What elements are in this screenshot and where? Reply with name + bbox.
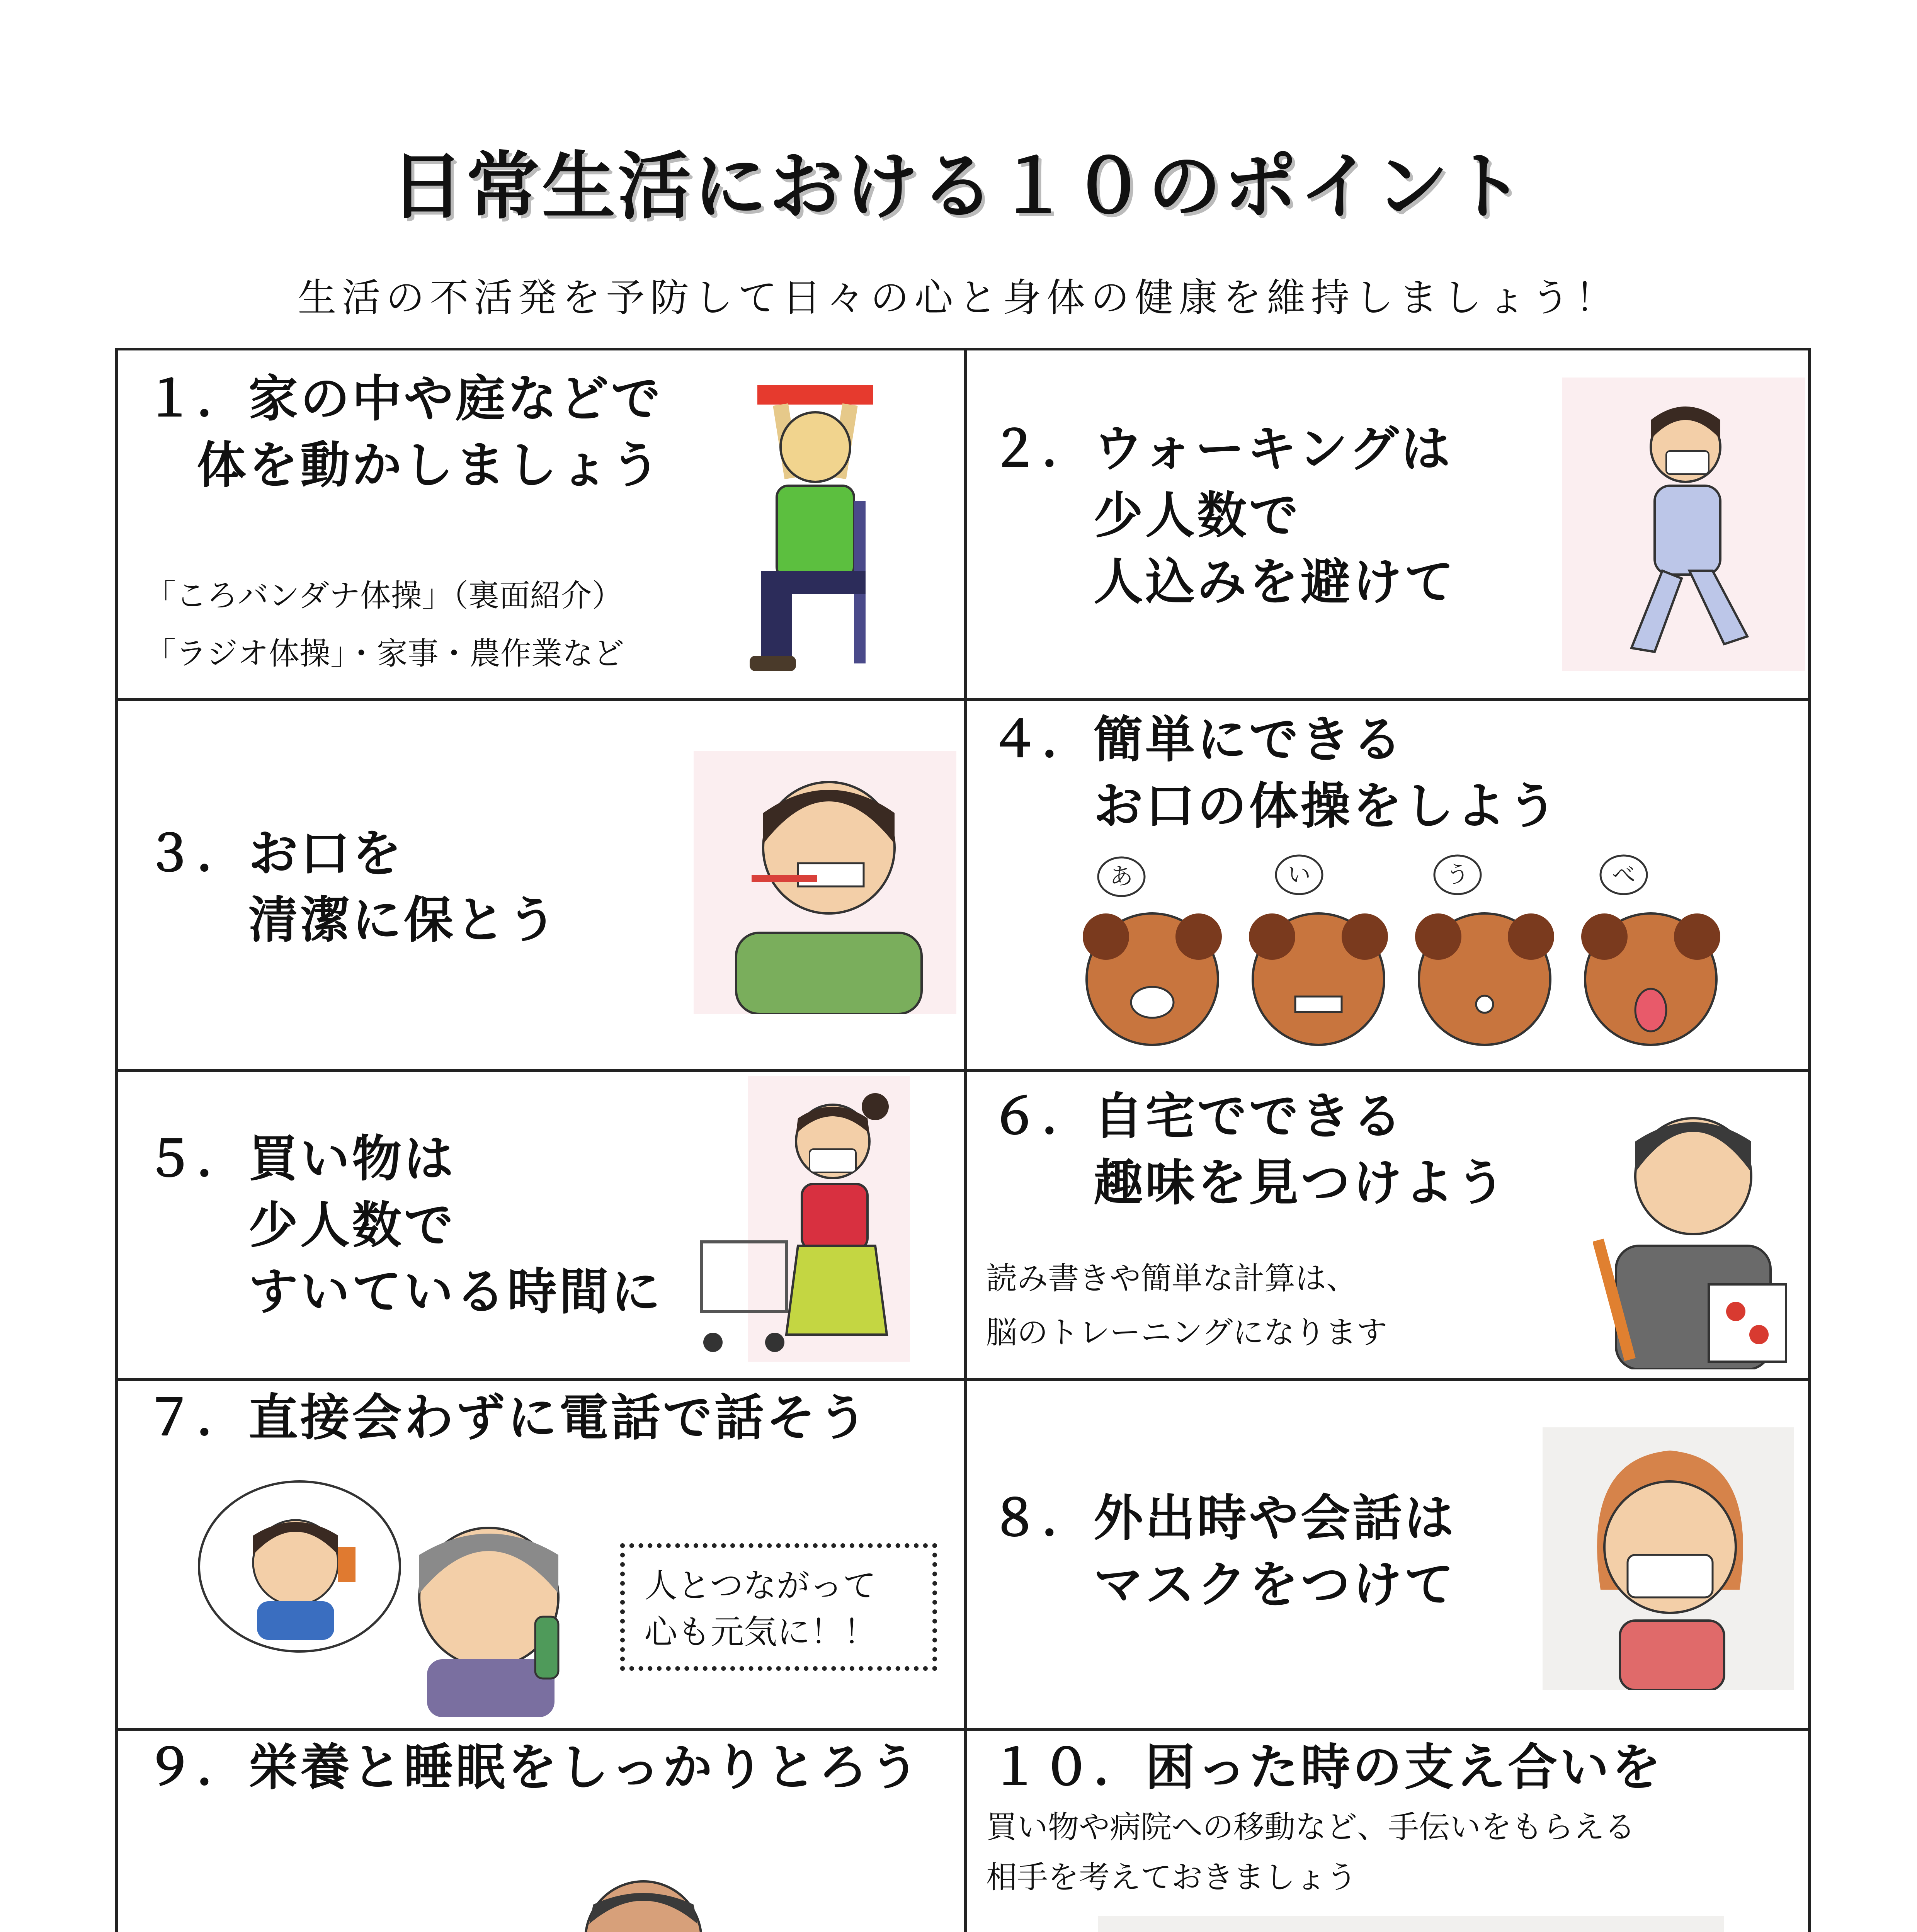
point-8 xyxy=(967,1381,1808,1728)
shopping-illustration xyxy=(694,1076,964,1362)
point-8-heading-line1: ８．外出時や会話は xyxy=(990,1490,1456,1547)
points-grid xyxy=(115,348,1811,1932)
point-2-heading-line2: 少人数で xyxy=(990,487,1301,544)
bubble-line2: 心も元気に！！ xyxy=(644,1613,877,1651)
page-subtitle: 生活の不活発を予防して日々の心と身体の健康を維持しましょう！ xyxy=(298,275,1619,320)
point-1-heading-line1: １．家の中や庭などで xyxy=(145,370,663,428)
grid-divider-row1 xyxy=(118,698,1808,701)
point-6-note-line1: 読み書きや簡単な計算は、 xyxy=(986,1260,1357,1296)
point-3-heading-line2: 清潔に保とう xyxy=(145,891,560,949)
point-4-heading-line1: ４．簡単にできる xyxy=(990,711,1405,769)
point-10-heading: １０．困った時の支え合いを xyxy=(990,1739,1664,1796)
face-i xyxy=(1249,913,1388,1045)
point-4-heading-line2: お口の体操をしよう xyxy=(990,777,1560,835)
hobby-illustration xyxy=(1593,1091,1794,1369)
point-5 xyxy=(118,1072,964,1378)
point-5-heading-line2: 少人数で xyxy=(145,1197,456,1254)
point-6-heading-line2: 趣味を見つけよう xyxy=(990,1154,1508,1212)
point-10 xyxy=(967,1731,1808,1932)
exercise-illustration xyxy=(734,378,896,679)
grid-divider-row3 xyxy=(118,1378,1808,1381)
point-10-note-line2: 相手を考えておきましょう xyxy=(986,1859,1357,1895)
point-7 xyxy=(118,1381,964,1728)
phone-call-illustration xyxy=(195,1478,620,1717)
sleeping-illustration xyxy=(350,1870,910,1932)
grid-divider-row2 xyxy=(118,1069,1808,1072)
point-1-note-line2: 「ラジオ体操」・家事・農作業など xyxy=(145,636,624,672)
face-u xyxy=(1415,913,1554,1045)
community-support-illustration xyxy=(1098,1916,1724,1932)
mouth-sound-a: あ xyxy=(1110,863,1133,890)
point-3 xyxy=(118,701,964,1069)
point-9-heading: ９．栄養と睡眠をしっかりとろう xyxy=(145,1739,922,1796)
point-1-heading-line2: 体を動かしましょう xyxy=(145,437,663,494)
point-5-heading-line1: ５．買い物は xyxy=(145,1130,456,1188)
point-1-note-line1: 「ころバンダナ体操」（裏面紹介） xyxy=(145,578,623,614)
mouth-exercise-illustration xyxy=(1067,852,1763,1053)
mask-illustration xyxy=(1543,1427,1794,1690)
point-6-note-line2: 脳のトレーニングになります xyxy=(986,1315,1388,1350)
point-7-heading: ７．直接会わずに電話で話そう xyxy=(145,1389,870,1447)
page-title: 日常生活における１０のポイント xyxy=(390,144,1527,229)
point-6-heading-line1: ６．自宅でできる xyxy=(990,1088,1405,1145)
point-1 xyxy=(118,350,964,698)
face-a xyxy=(1083,913,1222,1045)
mouth-sound-be: べ xyxy=(1612,861,1635,888)
mouth-sound-i: い xyxy=(1288,861,1311,888)
point-10-note-line1: 買い物や病院への移動など、手伝いをもらえる xyxy=(986,1809,1635,1845)
toothbrush-illustration xyxy=(694,751,956,1014)
point-5-heading-line3: すいている時間に xyxy=(145,1263,663,1321)
point-2-heading-line1: ２．ウォーキングは xyxy=(990,420,1453,478)
point-9 xyxy=(118,1731,964,1932)
grid-divider-vertical xyxy=(964,350,967,1932)
mouth-sound-u: う xyxy=(1446,861,1469,888)
point-3-heading-line1: ３．お口を xyxy=(145,825,404,883)
bubble-line1: 人とつながって xyxy=(644,1566,876,1605)
face-be xyxy=(1581,913,1720,1045)
point-8-heading-line2: マスクをつけて xyxy=(990,1556,1456,1614)
point-4 xyxy=(967,701,1808,1069)
connection-bubble xyxy=(620,1543,937,1671)
point-2 xyxy=(967,350,1808,698)
walking-illustration xyxy=(1562,378,1805,671)
point-6 xyxy=(967,1072,1808,1378)
grid-divider-row4 xyxy=(118,1728,1808,1731)
point-2-heading-line3: 人込みを避けて xyxy=(990,553,1456,611)
